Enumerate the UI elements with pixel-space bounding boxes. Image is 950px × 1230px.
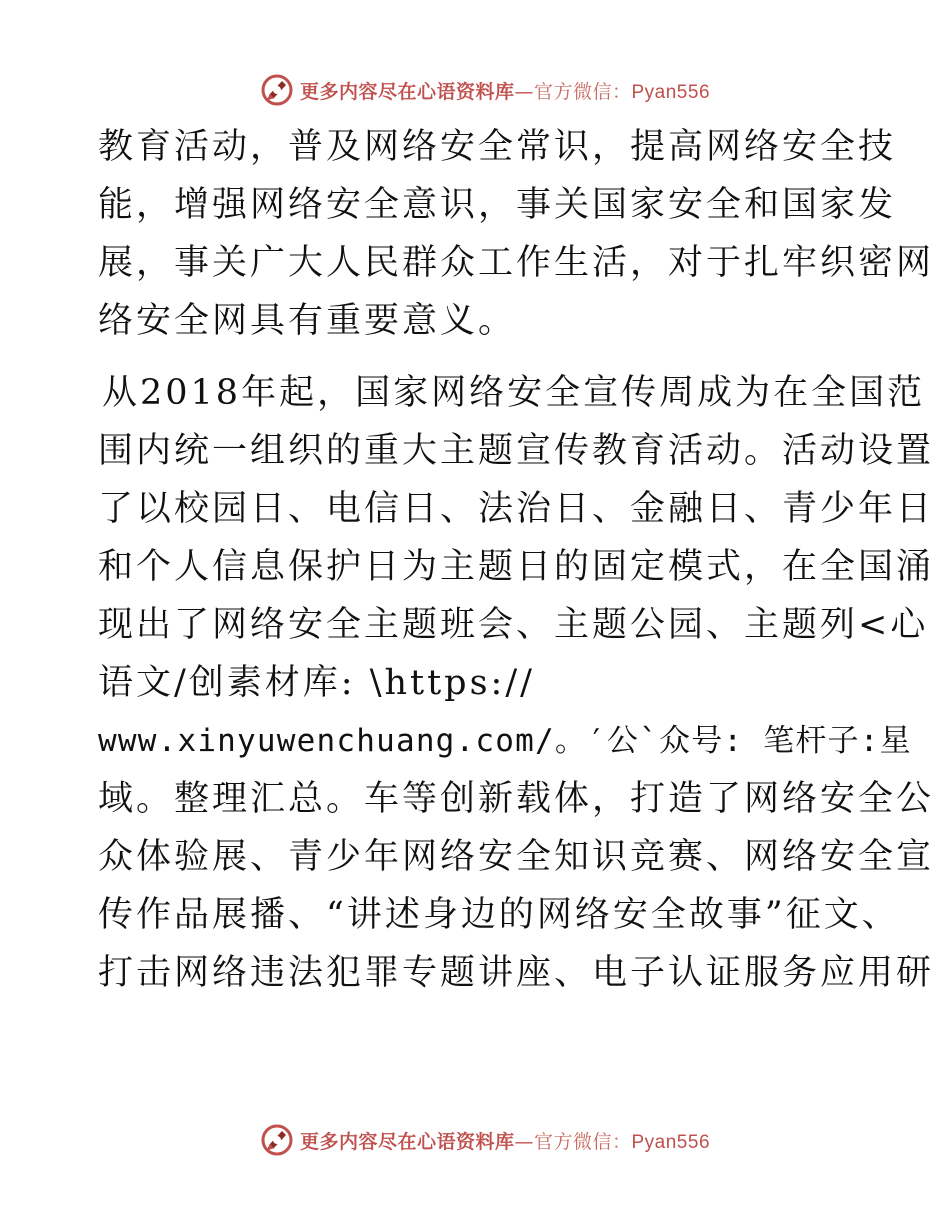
paragraph-1 (98, 118, 935, 350)
text-line: 能，增强网络安全意识，事关国家安全和国家发 (98, 185, 897, 225)
document-body (98, 118, 935, 1002)
logo-icon (260, 1123, 294, 1157)
footer-wechat-id: Pyan556 (631, 1131, 711, 1153)
header-wechat-label: 官方微信： (533, 80, 632, 103)
text-line: 传作品展播、“讲述身边的网络安全故事”征文、 (98, 895, 900, 935)
text-line: 域。整理汇总。车等创新载体，打造了网络安全公 (98, 779, 935, 819)
header-banner (0, 70, 950, 110)
header-wechat-id: Pyan556 (631, 81, 711, 103)
footer-brand: 更多内容尽在心语资料库 (299, 1130, 515, 1153)
logo-icon (260, 73, 294, 107)
footer-wechat-label: 官方微信： (533, 1130, 632, 1153)
footer-dash: — (514, 1130, 534, 1153)
header-dash: — (514, 80, 534, 103)
text-line: 语文/创素材库: \https:// (98, 663, 535, 703)
paragraph-2 (98, 364, 935, 1002)
text-line: 现出了网络安全主题班会、主题公园、主题列<心 (98, 605, 929, 645)
text-line: 教育活动，普及网络安全常识，提高网络安全技 (98, 127, 897, 167)
text-line: 了以校园日、电信日、法治日、金融日、青少年日 (98, 489, 935, 529)
text-line: 众体验展、青少年网络安全知识竞赛、网络安全宣 (98, 837, 935, 877)
text-line: 打击网络违法犯罪专题讲座、电子认证服务应用研 (98, 953, 935, 993)
url-line: www.xinyuwenchuang.com/。′公`众号: 笔杆子:星 (98, 723, 912, 759)
header-brand: 更多内容尽在心语资料库 (299, 80, 515, 103)
text-line: 围内统一组织的重大主题宣传教育活动。活动设置 (98, 431, 935, 471)
text-line: 和个人信息保护日为主题日的固定模式，在全国涌 (98, 547, 935, 587)
text-line: 展，事关广大人民群众工作生活，对于扎牢织密网 (98, 243, 935, 283)
text-line: 络安全网具有重要意义。 (98, 301, 517, 341)
text-line: 从2018年起，国家网络安全宣传周成为在全国范 (102, 373, 926, 413)
footer-banner (0, 1120, 950, 1160)
